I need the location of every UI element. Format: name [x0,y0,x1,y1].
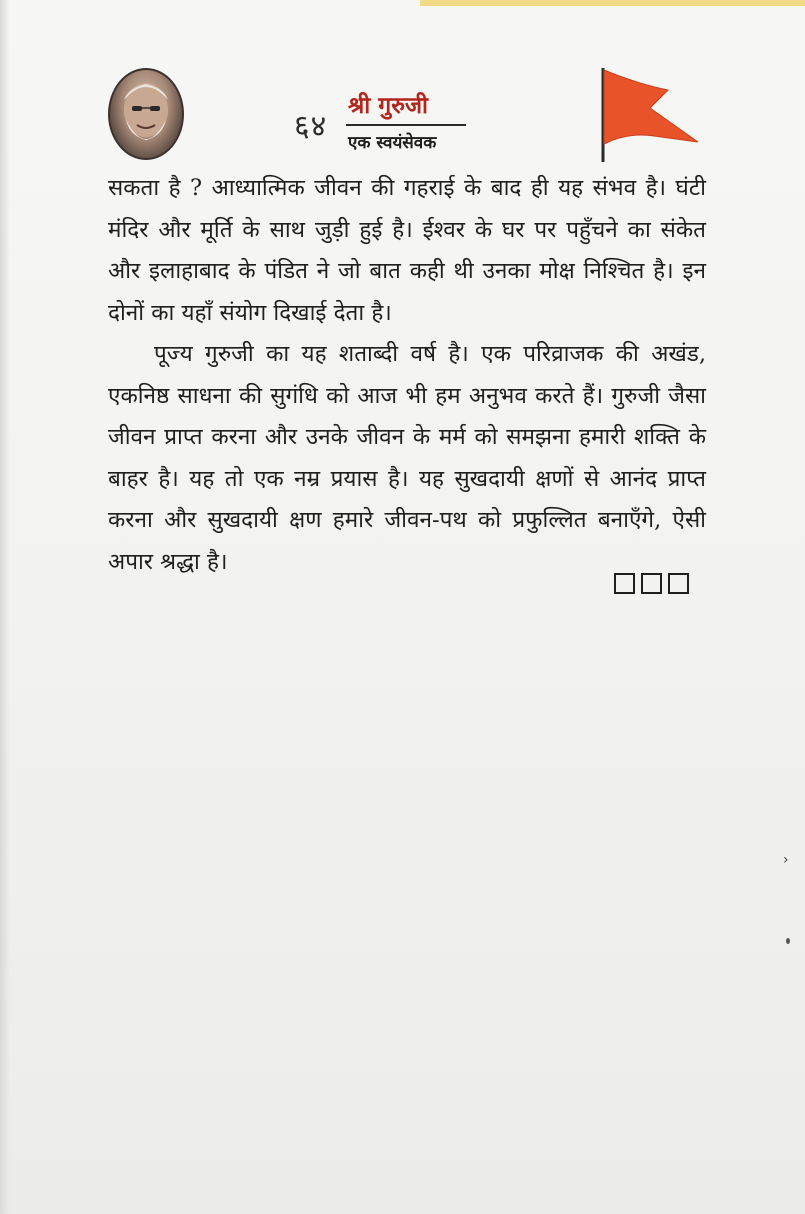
page-edge-shadow [0,0,10,1214]
end-marks [614,573,689,594]
portrait-icon [110,70,182,158]
top-edge-stripe [420,0,805,6]
stray-mark: › [783,852,789,868]
paragraph-1: सकता है ? आध्यात्मिक जीवन की गहराई के बाद ही यह संभव है। घंटी मंदिर और मूर्ति के साथ जुड़ी हुई है। ईश्वर के घर पर पहुँचने का संकेत और इलाहाबाद के पंडित ने जो बात कही थी उनका मोक्ष निश्चित है। इन दोनों का यहाँ संयोग दिखाई देता है। [108,175,706,326]
end-mark-box [614,573,635,594]
end-mark-box [641,573,662,594]
paragraph-2: पूज्य गुरुजी का यह शताब्दी वर्ष है। एक परिव्राजक की अखंड, एकनिष्ठ साधना की सुगंधि को आज भी हम अनुभव करते हैं। गुरुजी जैसा जीवन प्राप्त करना और उनके जीवन के मर्म को समझना हमारी शक्ति के बाहर है। यह तो एक नम्र प्रयास है। यह सुखदायी क्षणों से आनंद प्राप्त करना और सुखदायी क्षण हमारे जीवन-पथ को प्रफुल्लित बनाएँगे, ऐसी अपार श्रद्धा है। [108,341,706,575]
book-subtitle: एक स्वयंसेवक [348,133,437,153]
body-text [108,168,706,583]
saffron-flag-icon [598,66,708,166]
title-divider [346,124,466,126]
end-mark-box [668,573,689,594]
portrait-photo [108,68,184,160]
page-number: ६४ [294,109,328,144]
book-title: श्री गुरुजी [348,93,428,119]
page-header [108,66,708,166]
stray-dot [786,938,790,944]
